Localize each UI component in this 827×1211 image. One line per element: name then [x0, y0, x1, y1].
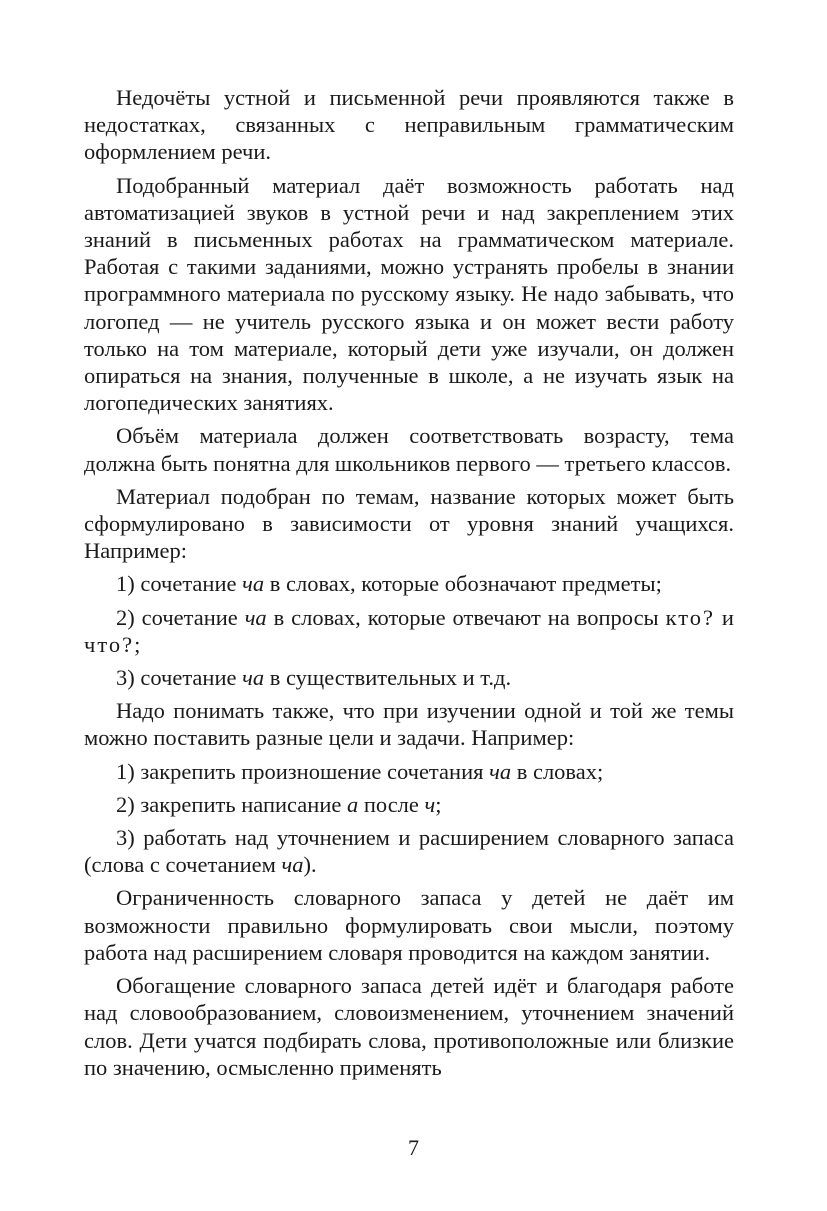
list-text: в словах, которые отвечают на вопросы — [266, 604, 666, 630]
list-text: 3) работать над уточнением и расширением словарного запаса (слова с сочетанием — [84, 825, 734, 878]
paragraph: Недочёты устной и письменной речи проявляются также в недостатках, связанных с неправильным грамматическим оформлением речи. — [84, 85, 734, 165]
paragraph: Объём материала должен соответствовать возрасту, тема должна быть понятна для школьников первого — третьего классов. — [84, 423, 734, 476]
list-text: в словах, которые обозначают предметы; — [264, 571, 662, 597]
list-text: 2) закрепить написание — [116, 791, 347, 817]
list-text: в существительных и т.д. — [264, 665, 512, 691]
italic-syllable: ча — [281, 852, 304, 878]
italic-letter: а — [346, 791, 359, 817]
italic-syllable: ча — [489, 758, 512, 784]
italic-letter: ч — [424, 791, 436, 817]
list-text: 3) сочетание — [116, 665, 243, 691]
paragraph: Подобранный материал даёт возможность работать над автоматизацией звуков в устной речи и над закреплением этих знаний в письменных работах на грамматическом материале. Работая с такими заданиями, можно устранять пробелы в знании программного материала по русскому языку. Не надо забывать, что логопед — не учитель русского языка и он может вести работу только на том материале, который дети уже изучали, он должен опираться на знания, полученные в школе, а не изучать язык на логопедических занятиях. — [84, 172, 734, 416]
paragraph: Материал подобран по темам, название которых может быть сформулировано в зависимости от уровня знаний учащихся. Например: — [84, 483, 734, 564]
list-text: 1) закрепить произношение сочетания — [116, 758, 490, 784]
list-text: ; — [435, 791, 442, 817]
italic-syllable: ча — [244, 604, 267, 630]
list-item — [84, 570, 734, 597]
list-item — [84, 758, 734, 785]
list-text: после — [358, 791, 425, 817]
book-page — [84, 84, 734, 1081]
question-word: что? — [84, 631, 135, 657]
list-text: ). — [303, 852, 317, 878]
paragraph: Ограниченность словарного запаса у детей не даёт им возможности правильно формулировать свои мысли, поэтому работа над расширением словаря проводится на каждом занятии. — [84, 885, 734, 965]
list-item — [84, 604, 734, 658]
paragraph: Обогащение словарного запаса детей идёт и благодаря работе над словообразованием, словоизменением, уточнением значений слов. Дети учатся подбирать слова, противоположные или близкие по значению, осмысленно применять — [84, 973, 734, 1080]
question-word: кто? — [665, 604, 716, 630]
list-text: 1) сочетание — [116, 571, 243, 597]
italic-syllable: ча — [242, 571, 265, 597]
paragraph: Надо понимать также, что при изучении одной и той же темы можно поставить разные цели и задачи. Например: — [84, 698, 734, 751]
list-item — [84, 791, 734, 818]
list-text: в словах; — [511, 758, 604, 784]
list-text: ; — [134, 631, 141, 657]
list-item — [84, 664, 734, 691]
list-text: 2) сочетание — [116, 604, 245, 630]
italic-syllable: ча — [242, 665, 265, 691]
list-text: и — [715, 604, 734, 630]
page-number: 7 — [408, 1135, 419, 1160]
list-item — [84, 824, 734, 878]
